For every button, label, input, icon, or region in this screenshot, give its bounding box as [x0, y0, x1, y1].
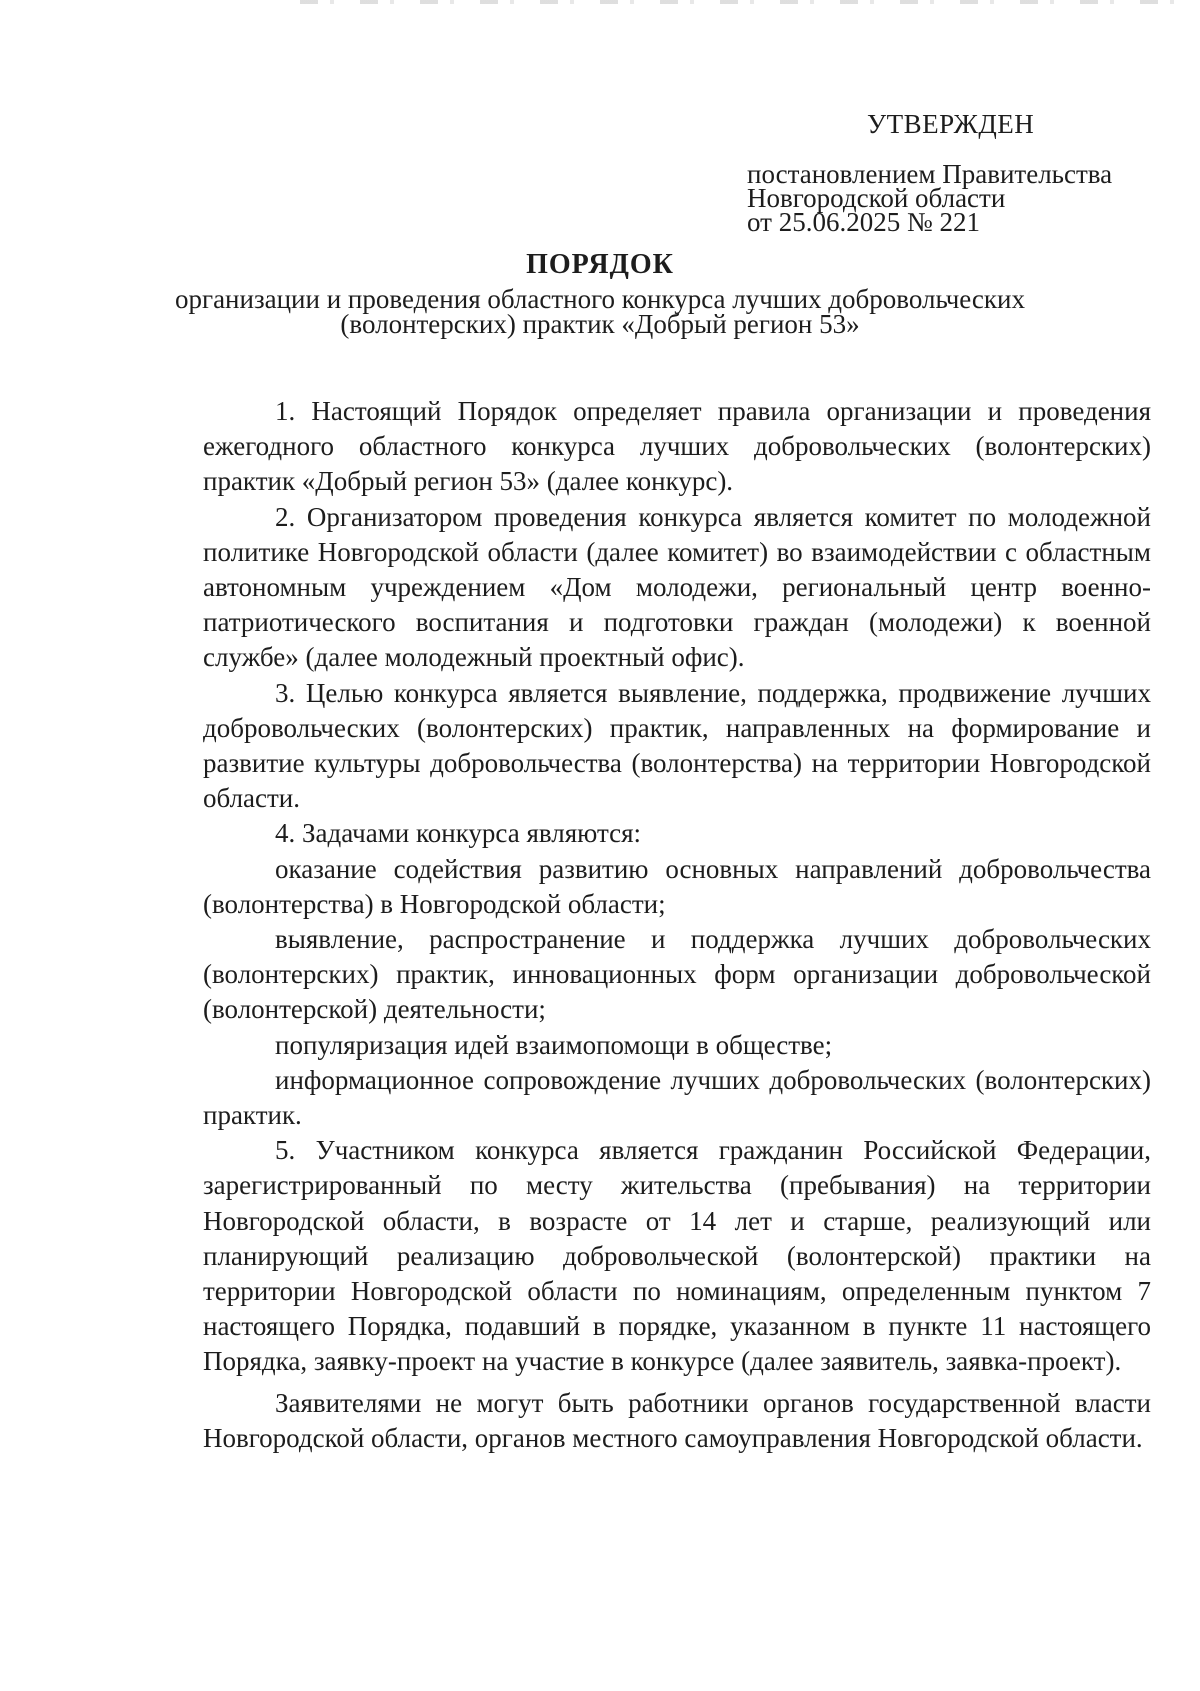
document-title: ПОРЯДОК: [526, 249, 674, 280]
paragraph-5: 5. Участником конкурса является гражданин Российской Федерации, зарегистрированный по месту жительства (пребывания) на территории Новгородской области, в возрасте от 14 лет и старше, реализующий или планирующий реализацию добровольческой (волонтерской) практики на территории Новгородской области по номинациям, определенным пунктом 7 настоящего Порядка, подавший в порядке, указанном в пункте 11 настоящего Порядка, заявку-проект на участие в конкурсе (далее заявитель, заявка-проект).: [203, 1135, 1151, 1377]
paragraph-4-item-1: оказание содействия развитию основных направлений добровольчества (волонтерства) в Новгородской области;: [203, 853, 1151, 919]
paragraph-5-note: Заявителями не могут быть работники органов государственной власти Новгородской области, органов местного самоуправления Новгородской области.: [203, 1387, 1151, 1453]
paragraph-4: 4. Задачами конкурса являются:: [275, 818, 642, 849]
paragraph-4-item-3: популяризация идей взаимопомощи в обществе;: [275, 1029, 833, 1060]
approval-line-date-number: от 25.06.2025 № 221: [747, 207, 980, 237]
paragraph-2: 2. Организатором проведения конкурса является комитет по молодежной политике Новгородской области (далее комитет) во взаимодействии с областным автономным учреждением «Дом молодежи, региональный центр военно-патриотического воспитания и подготовки граждан (молодежи) к военной службе» (далее молодежный проектный офис).: [203, 501, 1151, 673]
approval-line-region: Новгородской области: [747, 183, 1006, 213]
approval-stamp-block: [747, 109, 1113, 237]
approval-line-resolution: постановлением Правительства: [747, 159, 1113, 189]
scan-edge-artifact: [300, 0, 1200, 4]
paragraph-1: 1. Настоящий Порядок определяет правила организации и проведения ежегодного областного конкурса лучших добровольческих (волонтерских) практик «Добрый регион 53» (далее конкурс).: [203, 396, 1151, 497]
subtitle-line-2: (волонтерских) практик «Добрый регион 53»: [340, 309, 860, 339]
subtitle-line-1: организации и проведения областного конкурса лучших добровольческих: [175, 284, 1025, 314]
approved-heading: УТВЕРЖДЕН: [867, 109, 1035, 139]
paragraph-3: 3. Целью конкурса является выявление, поддержка, продвижение лучших добровольческих (волонтерских) практик, направленных на формирование и развитие культуры добровольчества (волонтерства) на территории Новгородской области.: [203, 677, 1151, 814]
document-subtitle: [0, 284, 1200, 339]
document-body: [203, 394, 1151, 1456]
paragraph-4-item-2: выявление, распространение и поддержка лучших добровольческих (волонтерских) практик, инновационных форм организации добровольческой (волонтерской) деятельности;: [203, 924, 1151, 1025]
paragraph-4-item-4: информационное сопровождение лучших добровольческих (волонтерских) практик.: [203, 1064, 1151, 1131]
